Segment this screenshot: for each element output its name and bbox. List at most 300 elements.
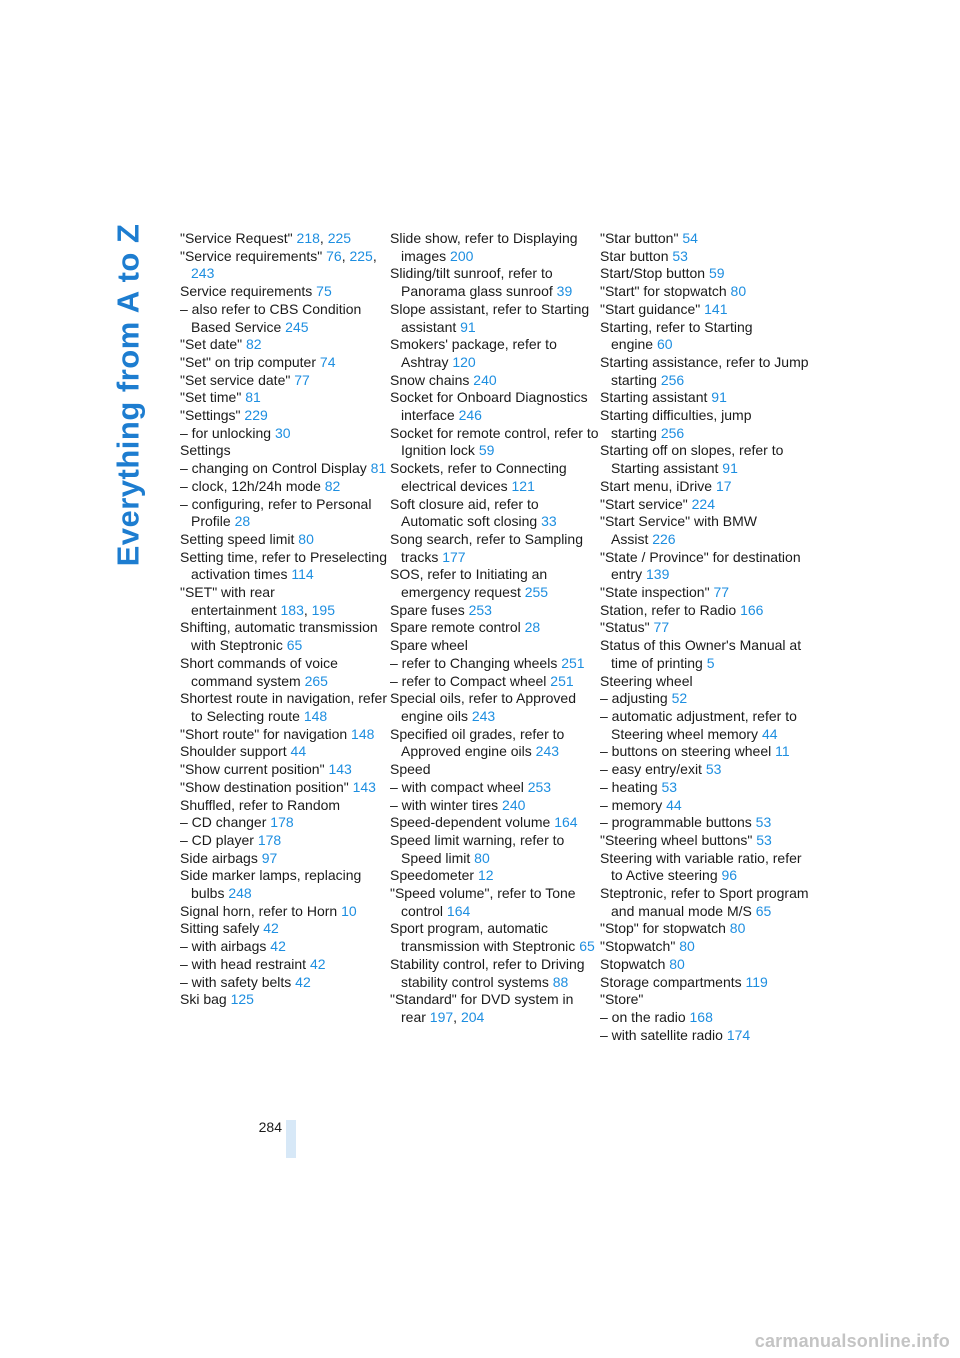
index-entry-text: Socket for remote control, refer to Ignition lock <box>390 424 599 459</box>
page-reference-link[interactable]: 226 <box>652 530 676 547</box>
index-entry <box>600 637 810 672</box>
page-reference-link[interactable]: 178 <box>257 831 282 848</box>
page-reference-link[interactable]: 174 <box>726 1026 751 1043</box>
index-entry <box>390 956 600 991</box>
index-entry-text: – heating <box>600 778 658 795</box>
page-reference-link[interactable]: 53 <box>705 761 722 778</box>
index-entry <box>180 283 390 301</box>
page-reference-link[interactable]: 82 <box>324 477 341 494</box>
page-reference-link[interactable]: 243 <box>535 743 560 760</box>
index-entry-text: Ski bag <box>180 991 227 1008</box>
index-entry <box>600 797 810 815</box>
page-reference-link[interactable]: 42 <box>270 938 286 955</box>
page-reference-link[interactable]: 164 <box>554 814 578 831</box>
index-entry <box>600 619 810 637</box>
index-entry <box>600 319 810 354</box>
index-entry-text: "Store" <box>600 991 644 1008</box>
index-entry <box>600 301 810 319</box>
index-entry <box>600 708 810 743</box>
page-reference-link[interactable]: 229 <box>244 407 268 424</box>
index-entry-text: – refer to Changing wheels <box>390 654 558 671</box>
index-entry <box>390 336 600 371</box>
index-entry <box>600 513 810 548</box>
page-reference-link[interactable]: 77 <box>653 619 670 636</box>
page-reference-link[interactable]: 248 <box>228 885 252 902</box>
page-reference-link[interactable]: 91 <box>711 389 727 406</box>
index-entry-text: Steering with variable ratio, refer to Active steering <box>600 849 802 884</box>
index-entry-text: Start menu, iDrive <box>600 477 713 494</box>
index-entry <box>390 230 600 265</box>
index-entry-text: – CD player <box>180 831 254 848</box>
page-reference-link[interactable]: 81 <box>370 460 387 477</box>
index-entry-text: "Set time" <box>180 389 242 406</box>
page-reference-link[interactable]: 82 <box>245 336 262 353</box>
index-entry-text: "State inspection" <box>600 584 710 601</box>
side-title <box>108 223 148 567</box>
index-entry <box>390 814 600 832</box>
page-reference-link[interactable]: 88 <box>552 973 569 990</box>
page-reference-link[interactable]: 125 <box>230 991 254 1008</box>
index-entry-text: Shifting, automatic transmission with Steptronic <box>180 619 378 654</box>
index-entry-text: "Standard" for DVD system in rear <box>390 991 574 1025</box>
page-reference-link[interactable]: 77 <box>294 371 310 388</box>
page-number-bar <box>286 1120 296 1158</box>
page-reference-link[interactable]: 80 <box>474 849 490 866</box>
index-column-3 <box>600 230 810 1044</box>
index-entry <box>180 726 390 744</box>
index-entry <box>390 637 600 655</box>
index-entry-text: – adjusting <box>600 690 668 707</box>
index-entry <box>600 265 810 283</box>
index-entry <box>390 726 600 761</box>
index-entry-text: Sport program, automatic transmission with Steptronic <box>390 920 576 955</box>
index-entry <box>390 496 600 531</box>
index-entry-text: Steptronic, refer to Sport program and manual mode M/S <box>600 885 809 919</box>
page-reference-link[interactable]: 44 <box>666 796 682 813</box>
index-entry <box>600 407 810 442</box>
page-reference-link[interactable]: 65 <box>755 902 772 919</box>
index-entry <box>390 779 600 797</box>
page-reference-link[interactable]: 17 <box>715 477 732 494</box>
index-entry <box>180 425 390 443</box>
index-entry-text: – CD changer <box>180 814 267 831</box>
index-entry <box>180 531 390 549</box>
ref-separator: , <box>453 1008 461 1025</box>
index-entry <box>390 372 600 390</box>
index-entry <box>180 619 390 654</box>
index-entry <box>600 832 810 850</box>
index-entry-text: – with head restraint <box>180 955 307 972</box>
index-entry <box>390 301 600 336</box>
index-entry <box>180 584 390 619</box>
index-entry-text: Signal horn, refer to Horn <box>180 902 338 919</box>
index-entry-text: "Start guidance" <box>600 300 701 317</box>
index-entry-text: Storage compartments <box>600 973 742 990</box>
page-number: 284 <box>258 1119 282 1135</box>
index-entry-text: Starting assistance, refer to Jump starting <box>600 353 809 388</box>
page-reference-link[interactable]: 53 <box>755 814 772 831</box>
index-entry <box>180 938 390 956</box>
page-reference-link[interactable]: 166 <box>740 601 764 618</box>
page-reference-link[interactable]: 54 <box>682 230 698 246</box>
index-entry-text: Speed-dependent volume <box>390 814 551 831</box>
page-reference-link[interactable]: 74 <box>319 353 336 370</box>
index-entry-text: Side marker lamps, replacing bulbs <box>180 867 362 902</box>
page-reference-link[interactable]: 91 <box>722 460 738 477</box>
page-reference-link[interactable]: 251 <box>561 654 585 671</box>
page-reference-link[interactable]: 30 <box>274 424 291 441</box>
index-entry <box>390 425 600 460</box>
index-entry-text: – easy entry/exit <box>600 761 702 778</box>
index-entry <box>180 690 390 725</box>
index-entry <box>180 407 390 425</box>
page-reference-link[interactable]: 243 <box>471 707 496 724</box>
index-entry-text: Starting assistant <box>600 389 708 406</box>
page-reference-link[interactable]: 251 <box>550 672 574 689</box>
index-entry-text: Setting speed limit <box>180 530 295 547</box>
page-reference-link[interactable]: 28 <box>234 513 251 530</box>
index-entry-text: "Star button" <box>600 230 679 246</box>
page-reference-link[interactable]: 42 <box>263 920 279 937</box>
index-entry-text: Starting difficulties, jump starting <box>600 407 752 441</box>
page-reference-link[interactable]: 121 <box>511 477 535 494</box>
index-entry-text: Station, refer to Radio <box>600 601 737 618</box>
index-entry-text: "Set date" <box>180 336 243 353</box>
index-entry <box>180 779 390 797</box>
index-entry-text: "State / Province" for destination entry <box>600 548 801 583</box>
index-entry-text: – buttons on steering wheel <box>600 743 772 760</box>
index-entry <box>390 460 600 495</box>
page-reference-link[interactable]: 148 <box>303 707 328 724</box>
index-entry <box>600 584 810 602</box>
index-entry <box>600 779 810 797</box>
index-entry <box>390 761 600 779</box>
index-entry-text: Shuffled, refer to Random <box>180 796 341 813</box>
page-reference-link[interactable]: 265 <box>304 672 328 689</box>
index-entry <box>390 920 600 955</box>
page-reference-link[interactable]: 65 <box>579 938 595 955</box>
ref-separator: , <box>372 247 377 264</box>
index-entry-text: "Start" for stopwatch <box>600 283 727 300</box>
page-reference-link[interactable]: 204 <box>460 1008 485 1025</box>
index-entry-text: Slope assistant, refer to Starting assistant <box>390 300 590 335</box>
index-entry-text: Shoulder support <box>180 743 287 760</box>
page-reference-link[interactable]: 81 <box>245 389 261 406</box>
index-entry-text: – changing on Control Display <box>180 460 367 477</box>
index-entry <box>180 389 390 407</box>
index-entry-text: "Start service" <box>600 495 688 512</box>
page-reference-link[interactable]: 44 <box>761 725 778 742</box>
page-reference-link[interactable]: 75 <box>316 283 332 300</box>
page-reference-link[interactable]: 197 <box>429 1008 454 1025</box>
index-entry-text: Sockets, refer to Connecting electrical devices <box>390 460 567 494</box>
index-entry <box>600 743 810 761</box>
page-reference-link[interactable]: 225 <box>327 230 352 246</box>
page-reference-link[interactable]: 225 <box>349 247 373 264</box>
index-entry-text: "Settings" <box>180 407 241 424</box>
page-reference-link[interactable]: 39 <box>556 283 573 300</box>
page-reference-link[interactable]: 177 <box>442 548 466 565</box>
page-reference-link[interactable]: 183 <box>280 601 304 618</box>
page-reference-link[interactable]: 139 <box>646 566 670 583</box>
page-reference-link[interactable]: 246 <box>458 407 482 424</box>
page-reference-link[interactable]: 12 <box>477 867 494 884</box>
page-reference-link[interactable]: 253 <box>468 601 492 618</box>
page-reference-link[interactable]: 53 <box>756 831 772 848</box>
index-entry-text: Specified oil grades, refer to Approved engine oils <box>390 725 565 760</box>
index-entry-text: – with airbags <box>180 938 267 955</box>
ref-separator: , <box>319 230 328 246</box>
index-entry-text: – also refer to CBS Condition Based Service <box>180 300 362 335</box>
page-reference-link[interactable]: 178 <box>270 814 294 831</box>
index-entry <box>180 248 390 283</box>
index-entry <box>390 602 600 620</box>
page-reference-link[interactable]: 80 <box>730 283 747 300</box>
index-entry <box>180 354 390 372</box>
page-reference-link[interactable]: 80 <box>669 955 685 972</box>
page-reference-link[interactable]: 28 <box>524 619 541 636</box>
page-reference-link[interactable]: 255 <box>524 584 549 601</box>
index-entry-text: "Show current position" <box>180 761 325 778</box>
index-entry-text: Song search, refer to Sampling tracks <box>390 530 583 565</box>
index-entry <box>600 496 810 514</box>
watermark: carmanualsonline.info <box>754 1331 950 1351</box>
index-entry <box>180 867 390 902</box>
page-reference-link[interactable]: 91 <box>460 318 476 335</box>
page-reference-link[interactable]: 44 <box>290 743 307 760</box>
page-reference-link[interactable]: 143 <box>352 778 376 795</box>
page-reference-link[interactable]: 240 <box>473 371 497 388</box>
index-entry <box>180 336 390 354</box>
index-entry <box>390 797 600 815</box>
index-entry <box>180 920 390 938</box>
ref-separator: , <box>303 601 312 618</box>
page-reference-link[interactable]: 80 <box>729 920 746 937</box>
index-entry <box>180 814 390 832</box>
index-entry <box>390 265 600 300</box>
index-entry <box>390 832 600 867</box>
page-reference-link[interactable]: 224 <box>691 495 715 512</box>
index-entry <box>600 938 810 956</box>
index-entry <box>180 974 390 992</box>
page-reference-link[interactable]: 10 <box>341 902 357 919</box>
index-entry-text: "Status" <box>600 619 650 636</box>
page-reference-link[interactable]: 119 <box>745 973 768 990</box>
index-entry <box>600 761 810 779</box>
index-entry <box>390 566 600 601</box>
index-entry <box>390 531 600 566</box>
page-reference-link[interactable]: 164 <box>446 902 471 919</box>
index-entry-text: Setting time, refer to Preselecting activation times <box>180 548 387 583</box>
page-reference-link[interactable]: 168 <box>689 1008 713 1025</box>
index-entry <box>600 956 810 974</box>
index-entry-text: Starting off on slopes, refer to Starting assistant <box>600 442 784 477</box>
index-entry <box>600 283 810 301</box>
index-entry <box>600 690 810 708</box>
index-entry <box>180 301 390 336</box>
page-reference-link[interactable]: 143 <box>328 761 352 778</box>
index-column-1 <box>180 230 390 1009</box>
index-column-2 <box>390 230 600 1027</box>
index-entry <box>180 372 390 390</box>
index-entry-text: "Stop" for stopwatch <box>600 920 726 937</box>
page-reference-link[interactable]: 42 <box>309 955 326 972</box>
index-entry-text: Sitting safely <box>180 920 260 937</box>
index-entry-text: Start/Stop button <box>600 265 706 282</box>
index-entry <box>600 389 810 407</box>
index-entry-text: Special oils, refer to Approved engine oils <box>390 690 576 724</box>
page-reference-link[interactable]: 200 <box>450 247 474 264</box>
page-reference-link[interactable]: 243 <box>191 265 215 282</box>
index-entry-text: – for unlocking <box>180 424 272 441</box>
index-entry <box>600 230 810 248</box>
page-reference-link[interactable]: 96 <box>721 867 738 884</box>
index-entry-text: Steering wheel <box>600 672 693 689</box>
page-reference-link[interactable]: 256 <box>660 371 685 388</box>
index-entry-text: "Speed volume", refer to Tone control <box>390 885 576 919</box>
index-entry <box>390 885 600 920</box>
index-entry-text: "Show destination position" <box>180 778 349 795</box>
index-entry <box>600 885 810 920</box>
index-entry-text: Stopwatch <box>600 955 666 972</box>
page-reference-link[interactable]: 77 <box>713 584 730 601</box>
ref-separator: , <box>341 247 350 264</box>
index-entry <box>600 920 810 938</box>
index-entry <box>600 478 810 496</box>
index-entry-text: – programmable buttons <box>600 814 752 831</box>
index-entry <box>180 230 390 248</box>
index-entry <box>600 1009 810 1027</box>
page-reference-link[interactable]: 141 <box>704 300 728 317</box>
page-reference-link[interactable]: 80 <box>298 530 314 547</box>
index-entry <box>180 956 390 974</box>
index-entry-text: Speed <box>390 761 431 778</box>
index-entry <box>390 673 600 691</box>
page-reference-link[interactable]: 59 <box>478 442 495 459</box>
index-entry <box>390 619 600 637</box>
index-entry <box>180 549 390 584</box>
index-entry <box>600 248 810 266</box>
page-reference-link[interactable]: 148 <box>351 725 375 742</box>
index-entry-text: "Set service date" <box>180 371 291 388</box>
index-entry <box>600 602 810 620</box>
index-entry-text: SOS, refer to Initiating an emergency request <box>390 566 548 601</box>
index-entry-text: Spare fuses <box>390 601 465 618</box>
index-entry <box>390 867 600 885</box>
index-entry <box>180 761 390 779</box>
index-entry <box>600 850 810 885</box>
page-reference-link[interactable]: 256 <box>660 424 685 441</box>
index-entry <box>390 690 600 725</box>
index-entry-text: Service requirements <box>180 283 313 300</box>
index-entry-text: – automatic adjustment, refer to Steering wheel memory <box>600 707 797 742</box>
index-entry <box>180 991 390 1009</box>
index-entry <box>600 991 810 1009</box>
index-entry <box>390 389 600 424</box>
index-entry-text: Settings <box>180 442 231 459</box>
index-entry <box>180 797 390 815</box>
page-reference-link[interactable]: 245 <box>285 318 309 335</box>
index-entry-text: – memory <box>600 796 663 813</box>
index-entry-text: Slide show, refer to Displaying images <box>390 230 578 264</box>
index-entry-text: "Stopwatch" <box>600 938 676 955</box>
index-entry-text: Sliding/tilt sunroof, refer to Panorama glass sunroof <box>390 265 553 300</box>
index-entry-text: Star button <box>600 247 669 264</box>
index-entry-text: Snow chains <box>390 371 470 388</box>
index-entry <box>180 442 390 460</box>
index-entry <box>390 991 600 1026</box>
index-entry <box>600 814 810 832</box>
index-entry <box>600 354 810 389</box>
index-entry-text: Stability control, refer to Driving stability control systems <box>390 955 585 990</box>
page-reference-link[interactable]: 65 <box>286 637 303 654</box>
page-reference-link[interactable]: 253 <box>527 778 552 795</box>
index-entry-text: – refer to Compact wheel <box>390 672 547 689</box>
page-reference-link[interactable]: 53 <box>672 247 688 264</box>
index-entry-text: Short commands of voice command system <box>180 654 338 689</box>
index-entry <box>600 974 810 992</box>
page-reference-link[interactable]: 120 <box>452 353 476 370</box>
index-entry <box>600 442 810 477</box>
index-entry-text: "SET" with rear entertainment <box>180 584 277 618</box>
page-reference-link[interactable]: 80 <box>679 938 695 955</box>
index-entry-text: – with satellite radio <box>600 1026 723 1043</box>
page-reference-link[interactable]: 52 <box>671 690 688 707</box>
index-entry-text: Starting, refer to Starting engine <box>600 318 753 353</box>
index-entry-text: Shortest route in navigation, refer to Selecting route <box>180 690 388 724</box>
index-entry-text: Smokers' package, refer to Ashtray <box>390 336 557 370</box>
index-entry-text: Soft closure aid, refer to Automatic soft closing <box>390 495 539 530</box>
index-entry <box>600 673 810 691</box>
index-entry-text: Speedometer <box>390 867 475 884</box>
index-entry-text: Speed limit warning, refer to Speed limit <box>390 831 565 866</box>
index-entry-text: "Start Service" with BMW Assist <box>600 513 757 547</box>
index-entry-text: Socket for Onboard Diagnostics interface <box>390 389 588 424</box>
page-reference-link[interactable]: 97 <box>261 849 278 866</box>
page-reference-link[interactable]: 11 <box>775 743 790 760</box>
index-entry-text: "Steering wheel buttons" <box>600 831 753 848</box>
index-entry-text: – with safety belts <box>180 973 292 990</box>
page-reference-link[interactable]: 53 <box>661 778 678 795</box>
index-entry <box>180 850 390 868</box>
index-entry-text: "Service requirements" <box>180 247 323 264</box>
index-entry <box>600 1027 810 1045</box>
page-reference-link[interactable]: 60 <box>656 336 673 353</box>
index-entry-text: – with compact wheel <box>390 778 524 795</box>
side-title-text: Everything from A to Z <box>110 223 146 567</box>
index-entry <box>390 655 600 673</box>
page-reference-link[interactable]: 76 <box>326 247 342 264</box>
page-reference-link[interactable]: 114 <box>291 566 314 583</box>
index-entry <box>180 478 390 496</box>
page-reference-link[interactable]: 240 <box>502 796 526 813</box>
index-entry <box>180 743 390 761</box>
index-entry <box>180 460 390 478</box>
page-reference-link[interactable]: 33 <box>541 513 557 530</box>
page-reference-link[interactable]: 195 <box>311 601 335 618</box>
page-reference-link[interactable]: 5 <box>706 654 715 671</box>
page-reference-link[interactable]: 218 <box>296 230 320 246</box>
page-reference-link[interactable]: 42 <box>295 973 311 990</box>
index-entry-text: – with winter tires <box>390 796 499 813</box>
page-reference-link[interactable]: 59 <box>708 265 725 282</box>
index-entry <box>600 549 810 584</box>
index-entry-text: "Service Request" <box>180 230 293 246</box>
index-entry-text: – on the radio <box>600 1008 686 1025</box>
index-entry-text: "Short route" for navigation <box>180 725 348 742</box>
index-entry <box>180 832 390 850</box>
index-entry <box>180 496 390 531</box>
